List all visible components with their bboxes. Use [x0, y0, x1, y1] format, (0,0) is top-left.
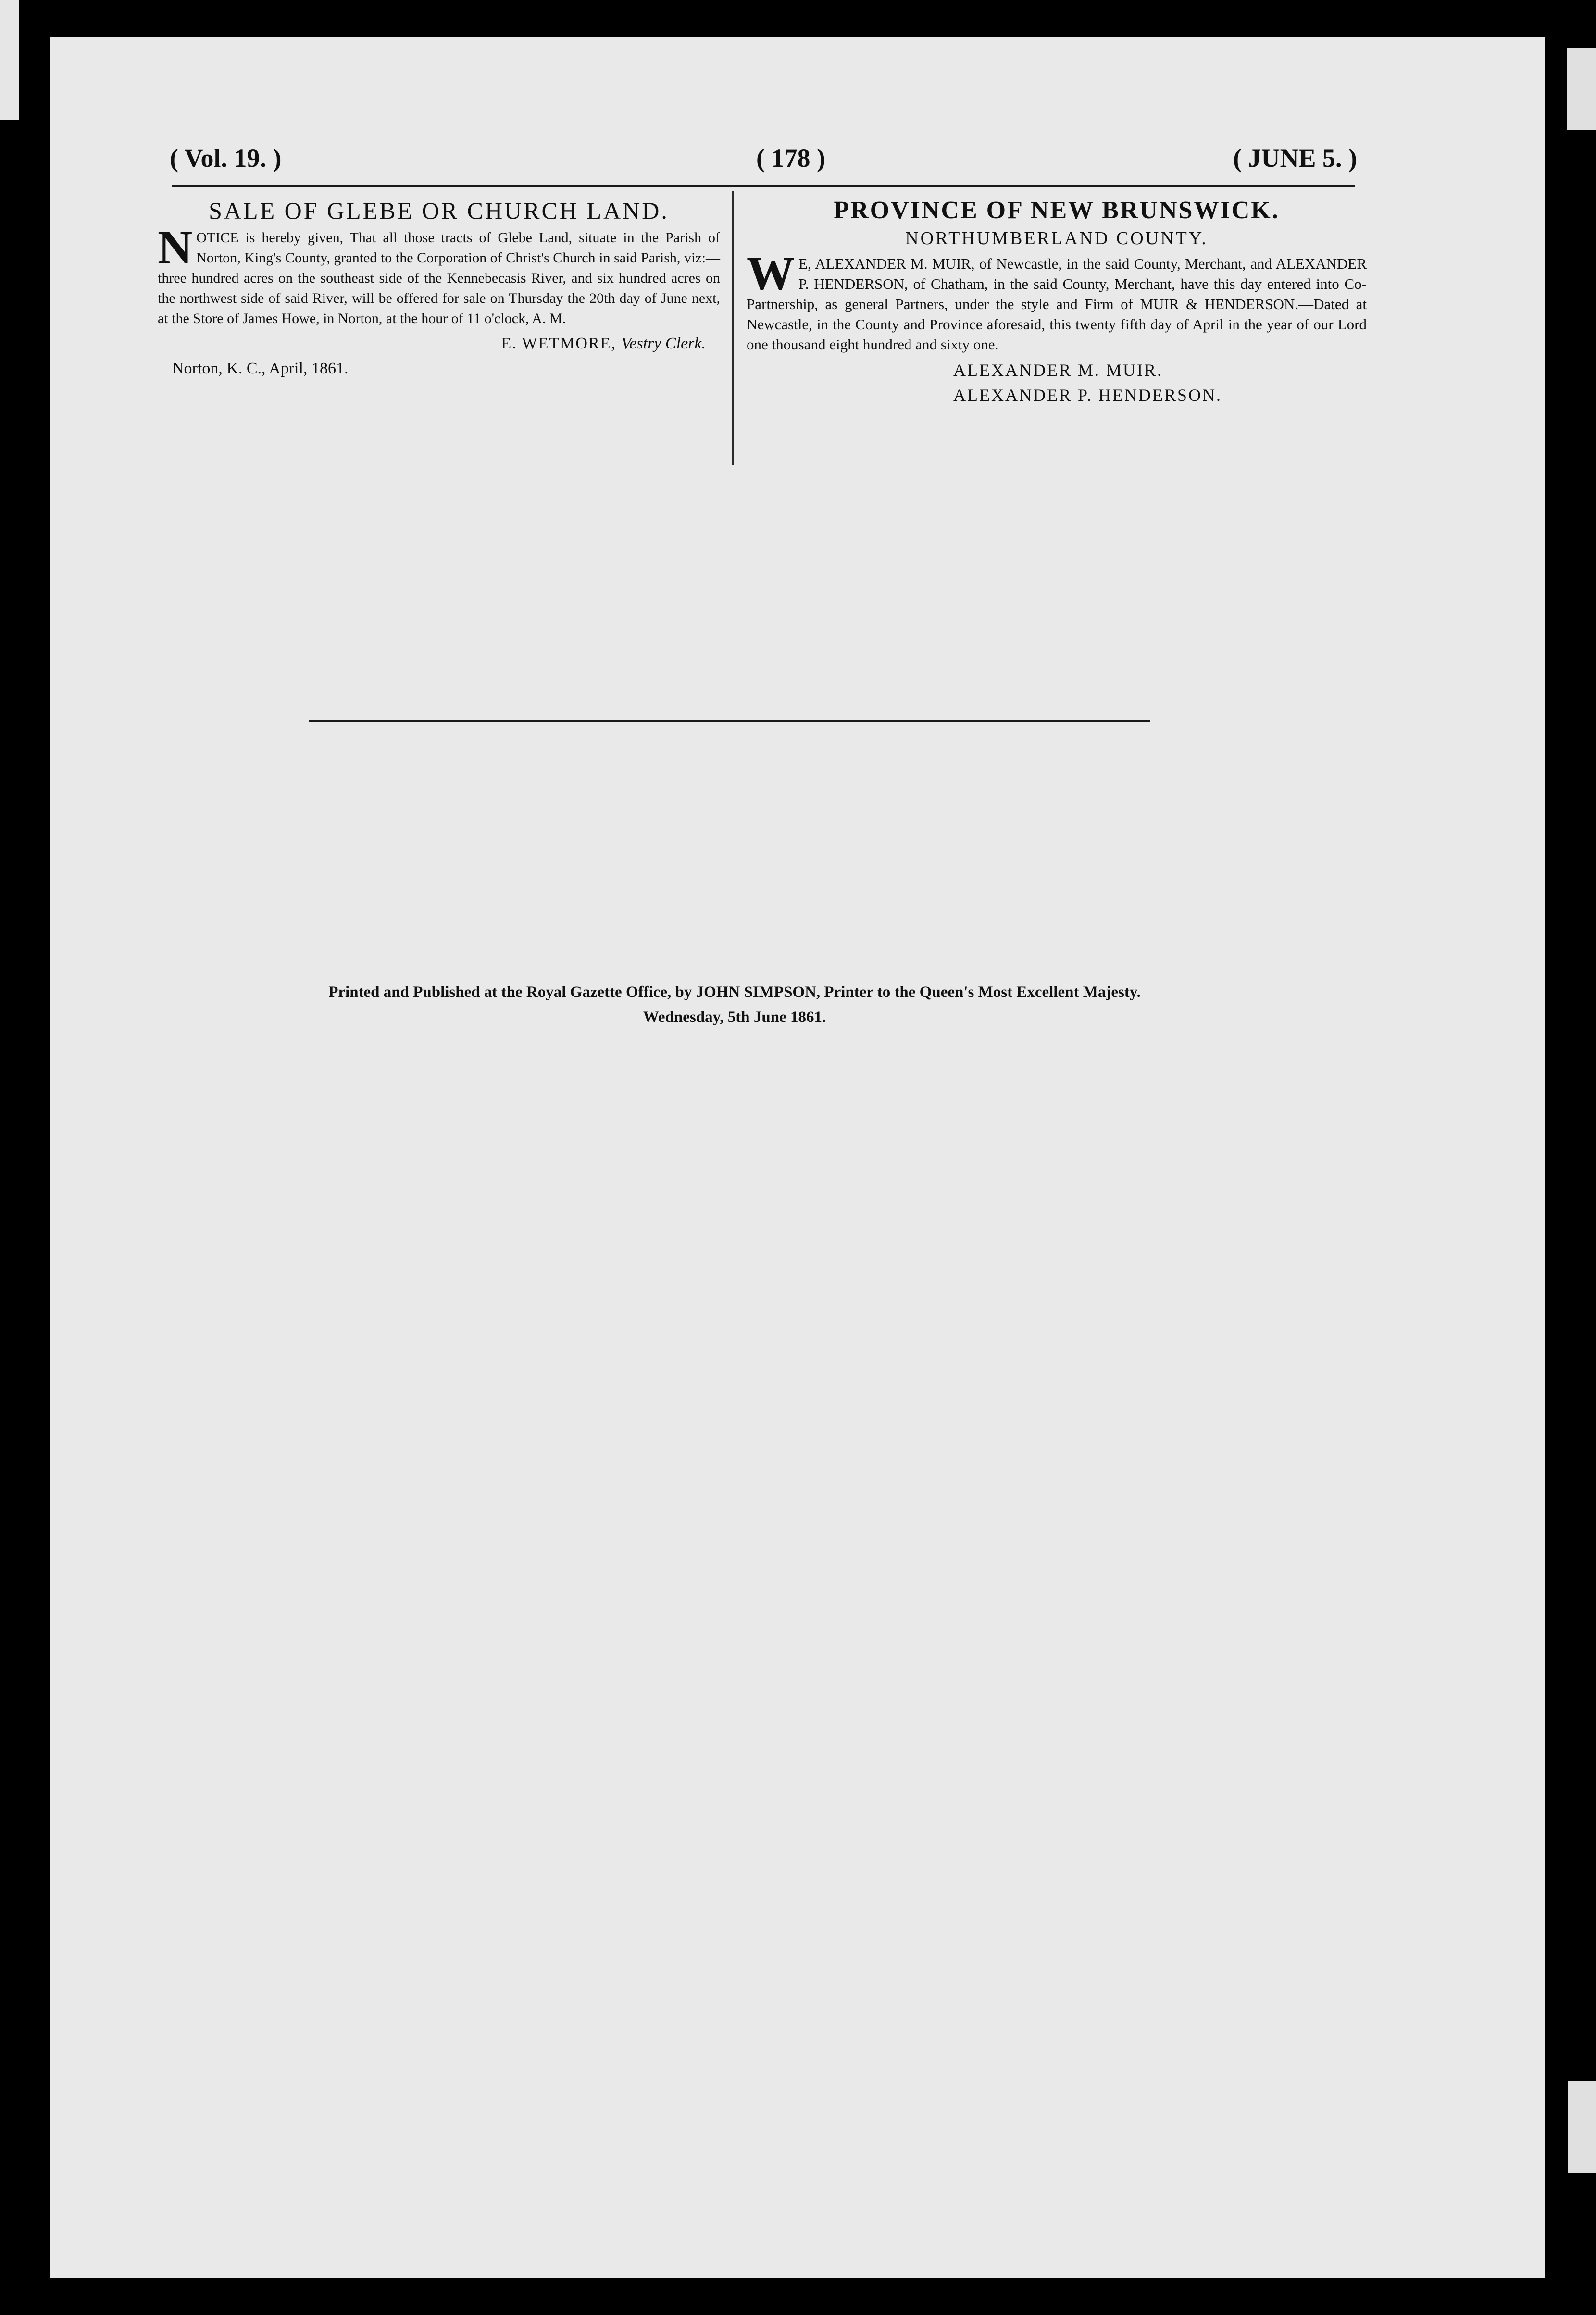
imprint-line: Printed and Published at the Royal Gazette Office, by JOHN SIMPSON, Printer to the Queen's Most Excellent Majesty.: [328, 983, 1141, 1001]
printer-imprint: [50, 980, 1420, 1030]
dropcap-letter: N: [158, 221, 193, 274]
notice-body: [158, 221, 720, 329]
section-rule: [309, 720, 1150, 722]
partners-signatures: [747, 358, 1367, 408]
page-number: ( 178 ): [756, 144, 825, 173]
issue-date: ( JUNE 5. ): [1233, 144, 1357, 173]
signatory-title: Vestry Clerk.: [621, 335, 706, 352]
volume-label: ( Vol. 19. ): [170, 144, 282, 173]
notice-dateline: Norton, K. C., April, 1861.: [172, 360, 349, 377]
notice-text: OTICE is hereby given, That all those tracts of Glebe Land, situate in the Parish of Norton, King's County, granted to the Corporation of Christ's Church in said Parish, viz:—three hundred acres on the southeast side of the Kennebecasis River, and six hundred acres on the northwest side of said River, will be offered for sale on Thursday the 20th day of June next, at the Store of James Howe, in Norton, at the hour of 11 o'clock, A. M.: [158, 230, 720, 326]
dropcap-letter: W: [747, 247, 795, 300]
partnership-notice: [747, 196, 1367, 408]
glebe-land-notice: [158, 196, 720, 379]
scan-edge-right-bottom: [1568, 2081, 1596, 2173]
column-divider: [732, 191, 734, 465]
signatory-name: E. WETMORE,: [501, 335, 616, 352]
scan-edge-right-top: [1567, 48, 1596, 130]
county-subtitle: NORTHUMBERLAND COUNTY.: [905, 228, 1208, 249]
gazette-page: [50, 37, 1545, 2278]
header-rule: [172, 185, 1355, 187]
page-header: [170, 143, 1357, 182]
notice-title: SALE OF GLEBE OR CHURCH LAND.: [209, 197, 669, 224]
partnership-text: E, ALEXANDER M. MUIR, of Newcastle, in the said County, Merchant, and ALEXANDER P. HENDERSON, of Chatham, in the said County, Merchant, have this day entered into Co-Partnership, as general Partners, under the style and Firm of MUIR & HENDERSON.—Dated at Newcastle, in the County and Province aforesaid, this twenty fifth day of April in the year of our Lord one thousand eight hundred and sixty one.: [747, 255, 1367, 353]
scan-edge-left: [0, 0, 19, 120]
province-title: PROVINCE OF NEW BRUNSWICK.: [834, 197, 1280, 224]
signer-muir: ALEXANDER M. MUIR.: [953, 361, 1163, 380]
notice-signature: [158, 334, 720, 354]
partnership-body: [747, 247, 1367, 355]
signer-henderson: ALEXANDER P. HENDERSON.: [953, 386, 1222, 405]
imprint-date: Wednesday, 5th June 1861.: [643, 1008, 826, 1026]
